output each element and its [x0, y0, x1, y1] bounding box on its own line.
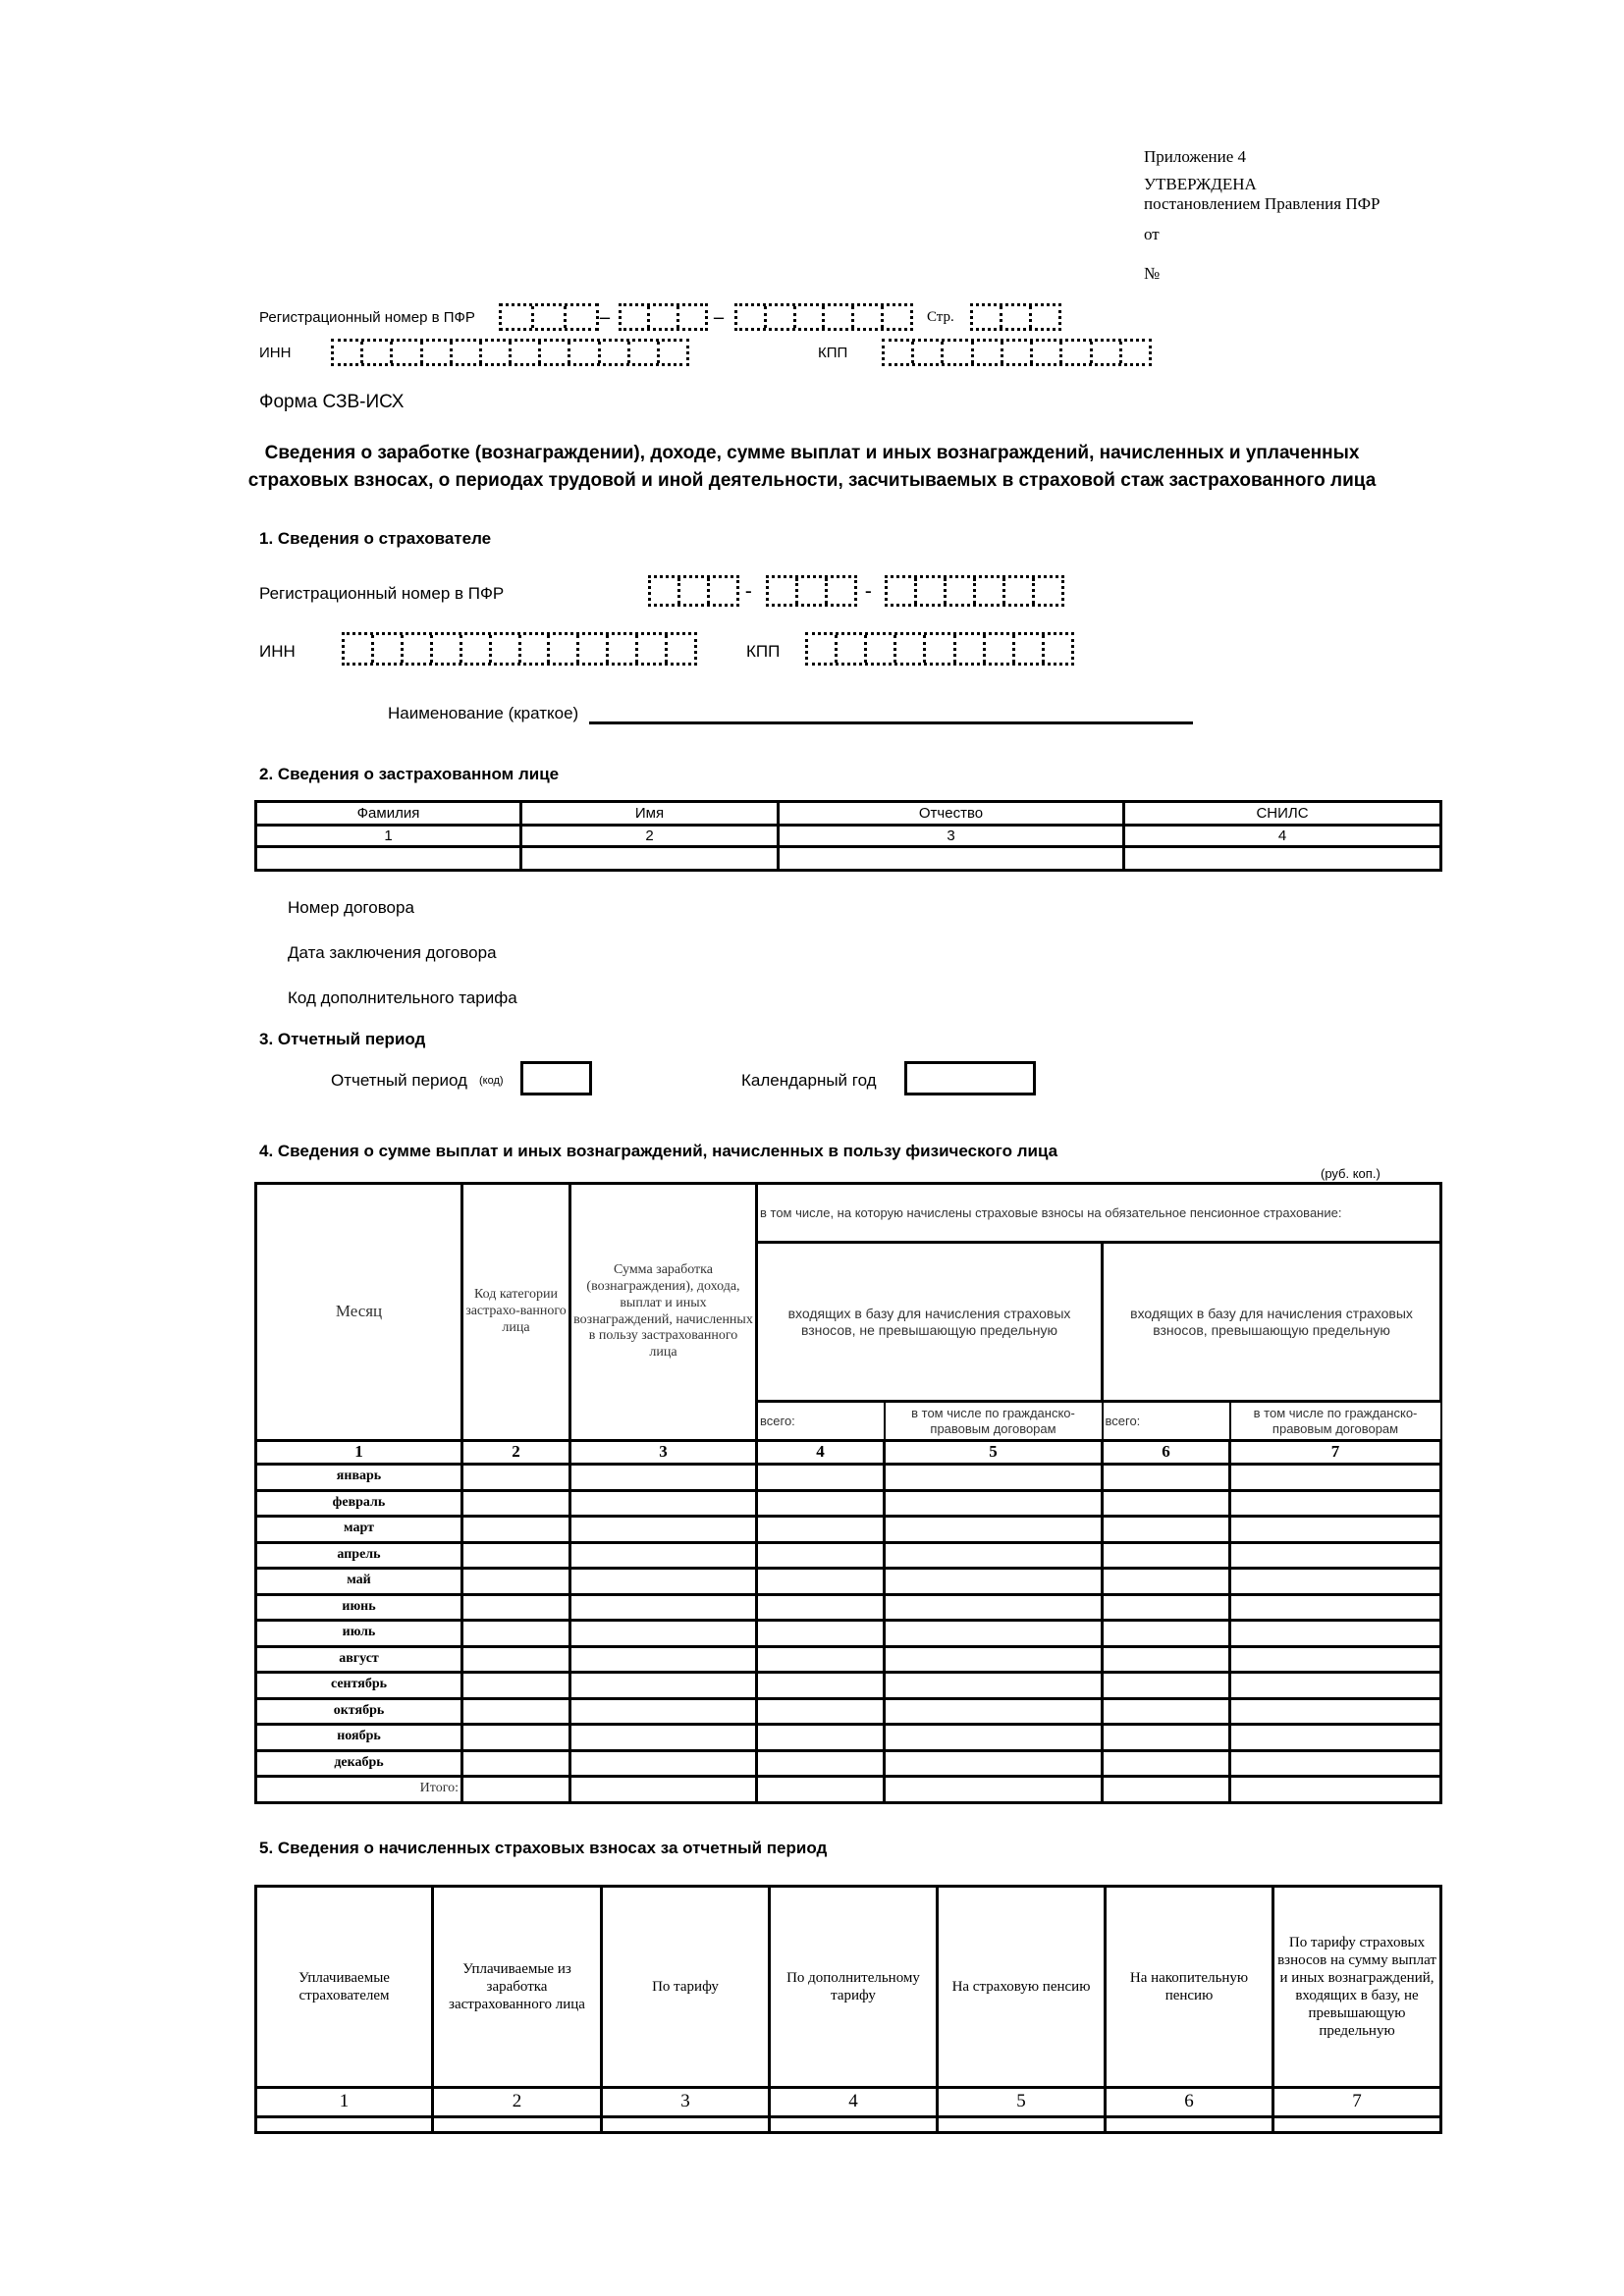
col-number: 1 [256, 826, 521, 847]
cell[interactable] [757, 1465, 885, 1491]
col-header-by-tariff: По тарифу [602, 1887, 770, 2088]
cell[interactable] [1273, 2117, 1441, 2133]
cell[interactable] [885, 1490, 1103, 1517]
insurer-reg-number-label: Регистрационный номер в ПФР [259, 584, 505, 603]
col-header-exceeding: входящих в базу для начисления страховых взносов, превышающую предельную [1103, 1243, 1441, 1402]
col-number: 6 [1106, 2088, 1273, 2117]
top-reg-number-group-1[interactable] [499, 303, 599, 331]
cell[interactable] [757, 1517, 885, 1543]
cell[interactable] [462, 1698, 570, 1725]
cell[interactable] [1103, 1517, 1230, 1543]
cell[interactable] [1103, 1777, 1230, 1803]
cell[interactable] [433, 2117, 602, 2133]
cell[interactable] [1230, 1517, 1441, 1543]
cell[interactable] [462, 1490, 570, 1517]
insurer-reg-number-group-2[interactable] [766, 575, 857, 607]
month-label: август [256, 1646, 462, 1673]
col-header-including: в том числе, на которую начислены страховые взносы на обязательное пенсионное страхование: [757, 1184, 1441, 1243]
form-title-line-2: страховых взносах, о периодах трудовой и иной деятельности, засчитываемых в страховой стаж застрахованного лица [247, 470, 1377, 491]
cell[interactable] [462, 1750, 570, 1777]
cell[interactable] [770, 2117, 938, 2133]
cell[interactable] [1103, 1725, 1230, 1751]
month-label: февраль [256, 1490, 462, 1517]
column-number-row [256, 2088, 1441, 2117]
col-header-total-4: всего: [757, 1402, 885, 1441]
table-row [256, 1569, 1441, 1595]
insured-person-table [254, 800, 1442, 872]
approved-label: УТВЕРЖДЕНА [1144, 175, 1257, 193]
cell[interactable] [885, 1750, 1103, 1777]
insurer-inn-label: ИНН [259, 642, 296, 661]
col-number: 1 [256, 1441, 462, 1465]
cell[interactable] [885, 1594, 1103, 1621]
col-header-civil-7: в том числе по гражданско-правовым договорам [1230, 1402, 1441, 1441]
form-name: Форма СЗВ-ИСХ [259, 392, 405, 412]
cell[interactable] [570, 1542, 757, 1569]
cell[interactable] [570, 1646, 757, 1673]
top-inn-cells[interactable] [331, 339, 689, 366]
cell[interactable] [462, 1673, 570, 1699]
cell[interactable] [885, 1542, 1103, 1569]
month-label: апрель [256, 1542, 462, 1569]
cell[interactable] [1230, 1594, 1441, 1621]
reporting-period-label: Отчетный период [331, 1071, 467, 1090]
cell[interactable] [462, 1542, 570, 1569]
col-number: 2 [521, 826, 779, 847]
total-label: Итого: [256, 1777, 462, 1803]
col-header-tariff-within-base: По тарифу страховых взносов на сумму выплат и иных вознаграждений, входящих в базу, не превышающую предельную [1273, 1887, 1441, 2088]
cell[interactable] [256, 2117, 433, 2133]
currency-unit-label: (руб. коп.) [1321, 1166, 1380, 1181]
cell[interactable] [602, 2117, 770, 2133]
contributions-table [254, 1885, 1442, 2134]
month-label: май [256, 1569, 462, 1595]
reporting-period-input[interactable] [520, 1061, 592, 1095]
cell[interactable] [1230, 1542, 1441, 1569]
col-header-name: Имя [521, 802, 779, 826]
col-number: 7 [1273, 2088, 1441, 2117]
month-label: декабрь [256, 1750, 462, 1777]
table-row [256, 2117, 1441, 2133]
month-label: июль [256, 1621, 462, 1647]
col-number: 1 [256, 2088, 433, 2117]
col-number: 7 [1230, 1441, 1441, 1465]
total-row [256, 1777, 1441, 1803]
cell[interactable] [1230, 1725, 1441, 1751]
form-title-line-1: Сведения о заработке (вознаграждении), доходе, сумме выплат и иных вознаграждений, начисленных и уплаченных [264, 443, 1360, 463]
insurer-kpp-cells[interactable] [805, 632, 1074, 666]
cell[interactable] [757, 1490, 885, 1517]
col-header-paid-by-insurer: Уплачиваемые страхователем [256, 1887, 433, 2088]
cell[interactable] [1230, 1777, 1441, 1803]
table-row [256, 1542, 1441, 1569]
month-label: октябрь [256, 1698, 462, 1725]
table-row [256, 1725, 1441, 1751]
col-number: 4 [1124, 826, 1441, 847]
cell[interactable] [885, 1569, 1103, 1595]
top-reg-number-group-3[interactable] [734, 303, 913, 331]
cell[interactable] [757, 1698, 885, 1725]
insurer-reg-number-group-3[interactable] [885, 575, 1064, 607]
calendar-year-label: Календарный год [741, 1071, 877, 1090]
table-header-row [256, 1887, 1441, 2088]
top-kpp-label: КПП [818, 345, 848, 361]
cell[interactable] [757, 1621, 885, 1647]
insurer-reg-number-group-1[interactable] [648, 575, 739, 607]
cell[interactable] [570, 1490, 757, 1517]
cell[interactable] [885, 1465, 1103, 1491]
extra-tariff-code-label: Код дополнительного тарифа [288, 988, 517, 1007]
insurer-name-field[interactable] [589, 711, 1193, 724]
section2-title: 2. Сведения о застрахованном лице [259, 765, 560, 783]
col-header-funded-pension: На накопительную пенсию [1106, 1887, 1273, 2088]
cell[interactable] [1103, 1542, 1230, 1569]
table-row [256, 1673, 1441, 1699]
month-label: июнь [256, 1594, 462, 1621]
col-header-paid-from-earnings: Уплачиваемые из заработка застрахованного лица [433, 1887, 602, 2088]
patronymic-cell[interactable] [779, 847, 1124, 871]
col-header-not-exceeding: входящих в базу для начисления страховых взносов, не превышающую предельную [757, 1243, 1103, 1402]
table-row [256, 1698, 1441, 1725]
insurer-inn-cells[interactable] [342, 632, 697, 666]
cell[interactable] [1230, 1750, 1441, 1777]
cell[interactable] [885, 1646, 1103, 1673]
col-number: 4 [770, 2088, 938, 2117]
col-header-surname: Фамилия [256, 802, 521, 826]
table-row [256, 1517, 1441, 1543]
approved-by-label: постановлением Правления ПФР [1144, 194, 1380, 213]
cell[interactable] [1230, 1673, 1441, 1699]
cell[interactable] [1230, 1698, 1441, 1725]
cell[interactable] [1230, 1621, 1441, 1647]
section3-title: 3. Отчетный период [259, 1030, 426, 1048]
cell[interactable] [570, 1517, 757, 1543]
number-label: № [1144, 264, 1161, 283]
month-label: ноябрь [256, 1725, 462, 1751]
cell[interactable] [1230, 1490, 1441, 1517]
cell[interactable] [1103, 1646, 1230, 1673]
page-label: Стр. [927, 309, 954, 325]
col-header-category-code: Код категории застрахо-ванного лица [462, 1184, 570, 1441]
month-label: сентябрь [256, 1673, 462, 1699]
insurer-name-label: Наименование (краткое) [388, 704, 579, 722]
cell[interactable] [757, 1569, 885, 1595]
cell[interactable] [1103, 1750, 1230, 1777]
surname-cell[interactable] [256, 847, 521, 871]
table-row [256, 1490, 1441, 1517]
col-number: 6 [1103, 1441, 1230, 1465]
cell[interactable] [1103, 1465, 1230, 1491]
col-header-patronymic: Отчество [779, 802, 1124, 826]
cell[interactable] [462, 1646, 570, 1673]
cell[interactable] [570, 1594, 757, 1621]
cell[interactable] [757, 1777, 885, 1803]
col-number: 2 [462, 1441, 570, 1465]
cell[interactable] [1230, 1569, 1441, 1595]
top-reg-number-label: Регистрационный номер в ПФР [259, 309, 475, 326]
table-row [256, 1750, 1441, 1777]
col-header-civil-5: в том числе по гражданско-правовым договорам [885, 1402, 1103, 1441]
name-cell[interactable] [521, 847, 779, 871]
cell[interactable] [462, 1465, 570, 1491]
month-label: март [256, 1517, 462, 1543]
table-header-row [256, 1184, 1441, 1243]
reporting-period-code-hint: (код) [479, 1075, 504, 1087]
cell[interactable] [1103, 1569, 1230, 1595]
top-reg-separator-2: – [714, 306, 724, 328]
insurer-reg-separator-1: - [745, 580, 752, 602]
cell[interactable] [570, 1725, 757, 1751]
cell[interactable] [938, 2117, 1106, 2133]
col-number: 3 [570, 1441, 757, 1465]
col-header-insurance-pension: На страховую пенсию [938, 1887, 1106, 2088]
cell[interactable] [1230, 1465, 1441, 1491]
col-header-snils: СНИЛС [1124, 802, 1441, 826]
table-row [256, 1465, 1441, 1491]
cell[interactable] [1103, 1621, 1230, 1647]
col-header-earnings-sum: Сумма заработка (вознаграждения), дохода, выплат и иных вознаграждений, начисленных в пользу застрахованного лица [570, 1184, 757, 1441]
col-number: 3 [779, 826, 1124, 847]
table-row [256, 1646, 1441, 1673]
column-number-row [256, 826, 1441, 847]
insurer-reg-separator-2: - [865, 580, 872, 602]
col-header-by-extra-tariff: По дополнительному тарифу [770, 1887, 938, 2088]
cell[interactable] [757, 1725, 885, 1751]
col-number: 2 [433, 2088, 602, 2117]
cell[interactable] [885, 1673, 1103, 1699]
cell[interactable] [462, 1569, 570, 1595]
cell[interactable] [570, 1750, 757, 1777]
cell[interactable] [462, 1725, 570, 1751]
cell[interactable] [570, 1698, 757, 1725]
cell[interactable] [570, 1673, 757, 1699]
cell[interactable] [570, 1569, 757, 1595]
top-reg-number-group-2[interactable] [619, 303, 708, 331]
cell[interactable] [885, 1517, 1103, 1543]
cell[interactable] [462, 1621, 570, 1647]
cell[interactable] [570, 1621, 757, 1647]
col-header-total-6: всего: [1103, 1402, 1230, 1441]
column-number-row [256, 1441, 1441, 1465]
col-header-month: Месяц [256, 1184, 462, 1441]
table-row [256, 1621, 1441, 1647]
cell[interactable] [462, 1517, 570, 1543]
cell[interactable] [1106, 2117, 1273, 2133]
cell[interactable] [462, 1594, 570, 1621]
contract-number-label: Номер договора [288, 898, 414, 917]
cell[interactable] [570, 1465, 757, 1491]
cell[interactable] [757, 1542, 885, 1569]
cell[interactable] [570, 1777, 757, 1803]
snils-cell[interactable] [1124, 847, 1441, 871]
appendix-label: Приложение 4 [1144, 147, 1246, 166]
top-reg-separator-1: – [600, 306, 610, 328]
top-inn-label: ИНН [259, 345, 292, 361]
cell[interactable] [757, 1594, 885, 1621]
top-kpp-cells[interactable] [882, 339, 1152, 366]
payments-table [254, 1182, 1442, 1804]
cell[interactable] [1103, 1594, 1230, 1621]
page-number-cells[interactable] [970, 303, 1061, 331]
cell[interactable] [1230, 1646, 1441, 1673]
cell[interactable] [1103, 1490, 1230, 1517]
section5-title: 5. Сведения о начисленных страховых взносах за отчетный период [259, 1839, 828, 1857]
from-label: от [1144, 225, 1160, 243]
cell[interactable] [1103, 1698, 1230, 1725]
cell[interactable] [885, 1621, 1103, 1647]
cell[interactable] [462, 1777, 570, 1803]
section1-title: 1. Сведения о страхователе [259, 529, 492, 548]
col-number: 4 [757, 1441, 885, 1465]
col-number: 3 [602, 2088, 770, 2117]
cell[interactable] [885, 1777, 1103, 1803]
month-label: январь [256, 1465, 462, 1491]
table-row [256, 847, 1441, 871]
cell[interactable] [885, 1698, 1103, 1725]
contract-date-label: Дата заключения договора [288, 943, 497, 962]
section4-title: 4. Сведения о сумме выплат и иных вознаграждений, начисленных в пользу физического лица [259, 1142, 1058, 1160]
insurer-kpp-label: КПП [746, 642, 781, 661]
cell[interactable] [1103, 1673, 1230, 1699]
cell[interactable] [757, 1750, 885, 1777]
table-row [256, 1594, 1441, 1621]
col-number: 5 [885, 1441, 1103, 1465]
table-header-row [256, 802, 1441, 826]
cell[interactable] [885, 1725, 1103, 1751]
col-number: 5 [938, 2088, 1106, 2117]
cell[interactable] [757, 1673, 885, 1699]
calendar-year-input[interactable] [904, 1061, 1036, 1095]
cell[interactable] [757, 1646, 885, 1673]
